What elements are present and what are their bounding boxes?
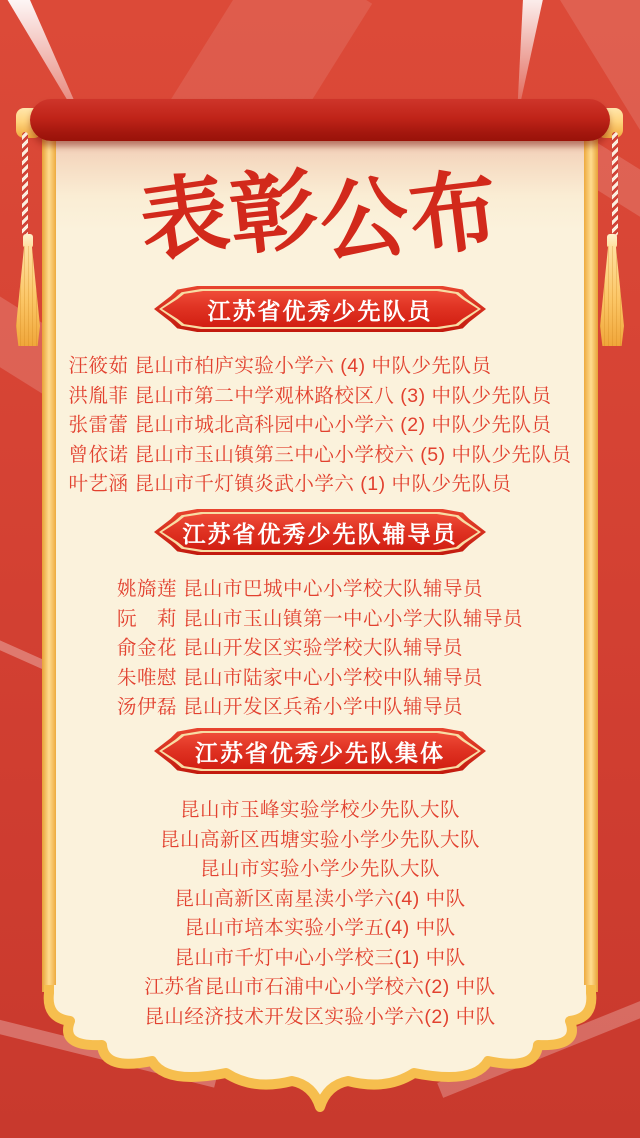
section-banner-counselors [154, 509, 486, 555]
award-row: 昆山市实验小学少先队大队 [199, 858, 440, 880]
award-row: 昆山高新区南星渎小学六(4) 中队 [174, 887, 466, 910]
award-row: 张雷蕾 昆山市城北高科园中心小学六 (2) 中队少先队员 [68, 414, 552, 436]
section-banner-collectives [154, 728, 486, 774]
award-row: 朱唯慰 昆山市陆家中心小学校中队辅导员 [117, 666, 483, 689]
section-banner-label: 江苏省优秀少先队员 [207, 297, 433, 324]
section-banner-label: 江苏省优秀少先队集体 [195, 739, 445, 766]
award-row: 洪胤菲 昆山市第二中学观林路校区八 (3) 中队少先队员 [68, 384, 552, 407]
award-row: 姚旖莲 昆山市巴城中心小学校大队辅导员 [117, 578, 483, 600]
award-row: 俞金花 昆山开发区实验学校大队辅导员 [117, 637, 463, 659]
title-char: 表 [134, 165, 237, 274]
award-list-collectives [0, 796, 640, 1032]
poster-title [0, 162, 640, 272]
award-row: 昆山高新区西塘实验小学少先队大队 [159, 828, 480, 851]
title-char: 公 [317, 169, 414, 274]
title-char: 布 [404, 161, 506, 270]
section-banner-young-pioneers [154, 286, 486, 332]
award-row: 叶艺涵 昆山市千灯镇炎武小学六 (1) 中队少先队员 [68, 473, 512, 495]
scroll-rod [30, 99, 610, 141]
award-row: 昆山经济技术开发区实验小学六(2) 中队 [144, 1005, 496, 1028]
award-row: 曾依诺 昆山市玉山镇第三中心小学校六 (5) 中队少先队员 [68, 443, 572, 466]
award-row: 昆山市千灯中心小学校三(1) 中队 [174, 946, 466, 969]
title-char: 彰 [224, 161, 325, 268]
award-list-block [117, 575, 523, 723]
award-row: 昆山市玉峰实验学校少先队大队 [179, 799, 460, 821]
award-list-young-pioneers [0, 352, 640, 500]
award-row: 汤伊磊 昆山开发区兵希小学中队辅导员 [117, 696, 463, 718]
section-banner-label: 江苏省优秀少先队辅导员 [182, 520, 458, 547]
hanging-light-wedge-right [514, 0, 546, 100]
award-row: 汪筱茹 昆山市柏庐实验小学六 (4) 中队少先队员 [68, 355, 492, 377]
award-row: 阮 莉 昆山市玉山镇第一中心小学大队辅导员 [117, 607, 523, 630]
award-row: 昆山市培本实验小学五(4) 中队 [184, 917, 456, 939]
award-row: 江苏省昆山市石浦中心小学校六(2) 中队 [144, 976, 496, 998]
award-list-counselors [0, 575, 640, 723]
award-list-block [68, 352, 571, 500]
